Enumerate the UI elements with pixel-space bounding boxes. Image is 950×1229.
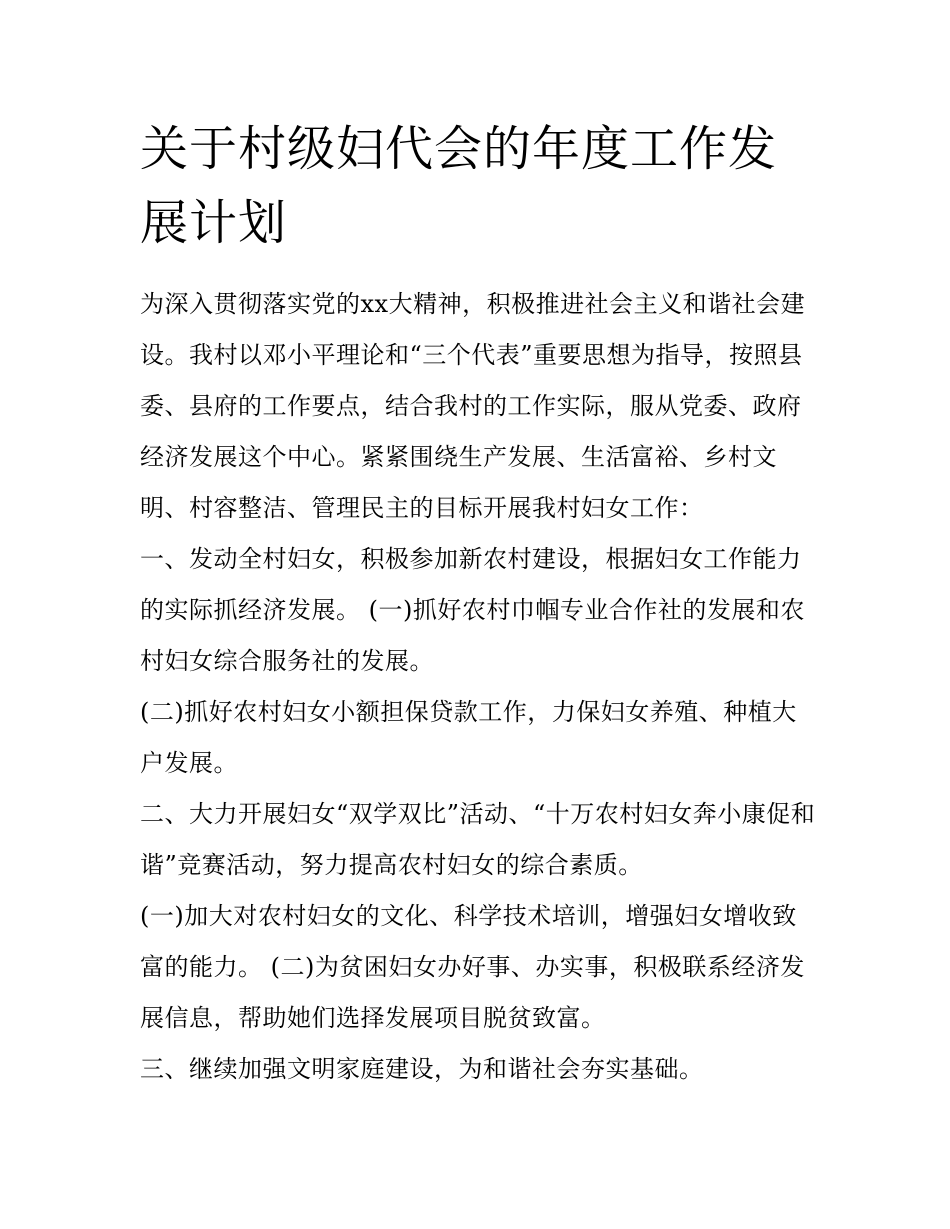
paragraph-section-1: 一、发动全村妇女，积极参加新农村建设，根据妇女工作能力的实际抓经济发展。 (一)抓好农村巾帼专业合作社的发展和农村妇女综合服务社的发展。	[140, 545, 805, 675]
paragraph-section-2-items: (一)加大对农村妇女的文化、科学技术培训，增强妇女增收致富的能力。 (二)为贫困妇女办好事、办实事，积极联系经济发展信息，帮助她们选择发展项目脱贫致富。	[140, 902, 805, 1032]
paragraph-section-2: 二、大力开展妇女“双学双比”活动、“十万农村妇女奔小康促和谐”竞赛活动，努力提高农村妇女的综合素质。	[140, 800, 816, 879]
paragraph-section-1-item-2: (二)抓好农村妇女小额担保贷款工作，力保妇女养殖、种植大户发展。	[140, 698, 797, 777]
document-title: 关于村级妇代会的年度工作发展计划	[140, 121, 778, 251]
paragraph-intro: 为深入贯彻落实党的xx大精神，积极推进社会主义和谐社会建设。我村以邓小平理论和“三个代表”重要思想为指导，按照县委、县府的工作要点，结合我村的工作实际，服从党委、政府经济发展这个中心。紧紧围绕生产发展、生活富裕、乡村文明、村容整洁、管理民主的目标开展我村妇女工作：	[140, 290, 806, 522]
paragraph-section-3: 三、继续加强文明家庭建设，为和谐社会夯实基础。	[140, 1055, 704, 1083]
document-body	[140, 112, 820, 1095]
